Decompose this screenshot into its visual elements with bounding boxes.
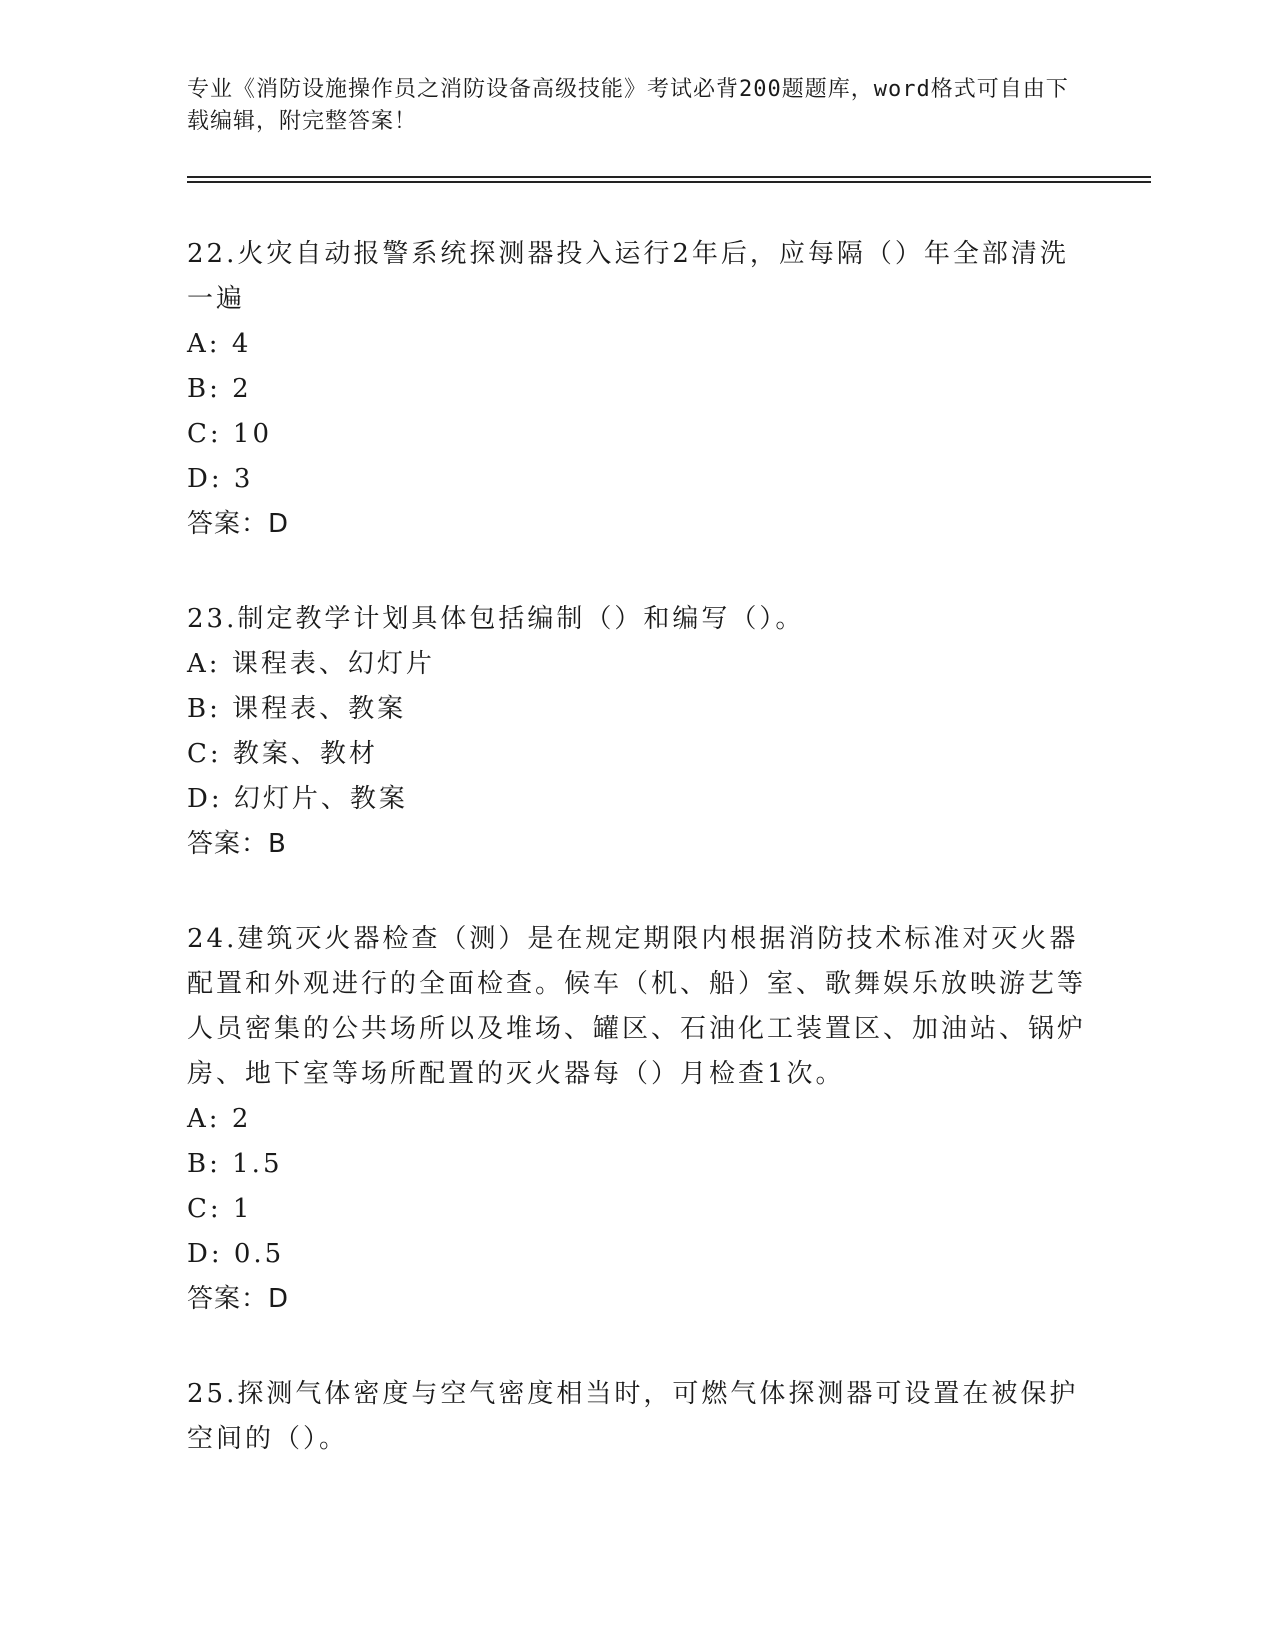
option-d	[187, 777, 1087, 822]
option-text: 10	[232, 419, 273, 449]
answer-value: D	[268, 509, 290, 539]
option-label: D:	[187, 1239, 223, 1269]
option-d	[187, 1232, 1087, 1277]
question-stem	[187, 1372, 1087, 1462]
question-text: 探测气体密度与空气密度相当时，可燃气体探测器可设置在被保护空间的（）。	[187, 1379, 1079, 1454]
option-label: B:	[187, 374, 221, 404]
question-stem	[187, 232, 1087, 322]
option-text: 教案、教材	[232, 739, 378, 769]
answer-line	[187, 1277, 1087, 1322]
option-label: A:	[187, 1104, 221, 1134]
option-label: C:	[187, 419, 222, 449]
option-text: 0.5	[233, 1239, 285, 1269]
answer-label: 答案：	[187, 829, 269, 859]
question-number: 24.	[187, 924, 238, 954]
answer-label: 答案：	[187, 509, 269, 539]
option-text: 课程表、幻灯片	[231, 649, 435, 679]
option-d	[187, 457, 1087, 502]
option-text: 3	[233, 464, 254, 494]
option-label: B:	[187, 694, 221, 724]
option-text: 1	[232, 1194, 253, 1224]
question-text: 制定教学计划具体包括编制（）和编写（）。	[237, 604, 805, 634]
question-23	[187, 597, 1087, 867]
answer-line	[187, 822, 1087, 867]
option-text: 幻灯片、教案	[233, 784, 408, 814]
document-header	[187, 74, 1087, 138]
option-a	[187, 642, 1087, 687]
option-c	[187, 732, 1087, 777]
question-list	[187, 232, 1087, 1512]
option-label: A:	[187, 649, 221, 679]
option-label: C:	[187, 1194, 222, 1224]
question-number: 22.	[187, 239, 238, 269]
question-stem	[187, 917, 1087, 1097]
option-text: 1.5	[232, 1149, 283, 1179]
option-label: C:	[187, 739, 222, 769]
option-b	[187, 367, 1087, 412]
option-label: D:	[187, 784, 223, 814]
option-text: 2	[231, 1104, 252, 1134]
option-b	[187, 687, 1087, 732]
option-c	[187, 412, 1087, 457]
question-stem	[187, 597, 1087, 642]
question-24	[187, 917, 1087, 1322]
question-25	[187, 1372, 1087, 1462]
option-a	[187, 1097, 1087, 1142]
header-divider	[187, 176, 1151, 178]
option-label: B:	[187, 1149, 221, 1179]
option-label: A:	[187, 329, 221, 359]
option-c	[187, 1187, 1087, 1232]
header-text: 专业《消防设施操作员之消防设备高级技能》考试必背200题题库，word格式可自由下载编辑，附完整答案！	[187, 77, 1069, 134]
option-a	[187, 322, 1087, 367]
header-divider-double	[187, 181, 1151, 183]
option-text: 课程表、教案	[232, 694, 407, 724]
option-b	[187, 1142, 1087, 1187]
answer-label: 答案：	[187, 1284, 269, 1314]
question-number: 23.	[187, 604, 238, 634]
answer-value: B	[268, 829, 287, 859]
answer-line	[187, 502, 1087, 547]
option-text: 2	[232, 374, 252, 404]
question-22	[187, 232, 1087, 547]
question-text: 建筑灭火器检查（测）是在规定期限内根据消防技术标准对灭火器配置和外观进行的全面检查。候车（机、船）室、歌舞娱乐放映游艺等人员密集的公共场所以及堆场、罐区、石油化工装置区、加油站、锅炉房、地下室等场所配置的灭火器每（）月检查1次。	[187, 924, 1087, 1089]
option-text: 4	[231, 329, 252, 359]
question-number: 25.	[187, 1379, 238, 1409]
question-text: 火灾自动报警系统探测器投入运行2年后，应每隔（）年全部清洗一遍	[187, 239, 1069, 314]
answer-value: D	[268, 1284, 290, 1314]
option-label: D:	[187, 464, 223, 494]
